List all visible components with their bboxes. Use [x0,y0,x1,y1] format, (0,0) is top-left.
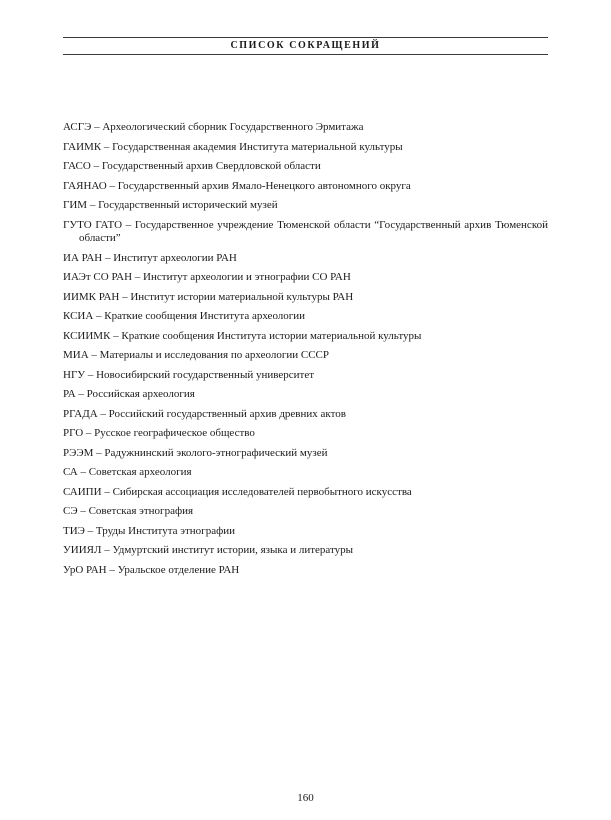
abbreviation-item: КСИА – Краткие сообщения Института археологии [63,310,306,322]
abbreviation-item: КСИИМК – Краткие сообщения Института истории материальной культуры [63,329,422,342]
abbreviation-item: ИА РАН – Институт археологии РАН [63,251,237,264]
abbreviation-item: АСГЭ – Археологический сборник Государственного Эрмитажа [63,121,364,133]
page-title: СПИСОК СОКРАЩЕНИЙ [230,40,381,51]
abbreviation-item: УИИЯЛ – Удмуртский институт истории, языка и литературы [63,544,354,556]
abbreviations-list [63,121,548,583]
abbreviation-item: СА – Советская археология [63,466,192,478]
abbreviation-item: НГУ – Новосибирский государственный университет [63,368,315,381]
abbreviation-item: РГО – Русское географическое общество [63,427,255,439]
abbreviation-item: ГАИМК – Государственная академия Института материальной культуры [63,140,403,153]
abbreviation-item: ТИЭ – Труды Института этнографии [63,524,235,537]
page-number: 160 [297,792,314,804]
abbreviation-item: ИАЭт СО РАН – Институт археологии и этнографии СО РАН [63,271,351,283]
abbreviation-item: РА – Российская археология [63,388,195,400]
page-footer [0,792,611,804]
page-header [63,37,548,55]
abbreviation-item: РЭЭМ – Радужнинский эколого-этнографический музей [63,446,328,459]
header-bottom-rule [63,54,548,55]
abbreviation-item: ИИМК РАН – Институт истории материальной культуры РАН [63,290,354,303]
abbreviation-item: ГАСО – Государственный архив Свердловской области [63,160,321,172]
abbreviation-item: УрО РАН – Уральское отделение РАН [63,563,240,576]
abbreviation-item: СЭ – Советская этнография [63,505,194,517]
abbreviation-item: САИПИ – Сибирская ассоциация исследователей первобытного искусства [63,485,412,498]
abbreviation-item: ГАЯНАО – Государственный архив Ямало-Ненецкого автономного округа [63,179,411,192]
abbreviation-item: РГАДА – Российский государственный архив древних актов [63,407,346,420]
abbreviation-item: МИА – Материалы и исследования по археологии СССР [63,349,329,361]
abbreviation-item: ГУТО ГАТО – Государственное учреждение Тюменской области “Государственный архив Тюменской области” [63,218,548,244]
abbreviation-item: ГИМ – Государственный исторический музей [63,199,278,211]
